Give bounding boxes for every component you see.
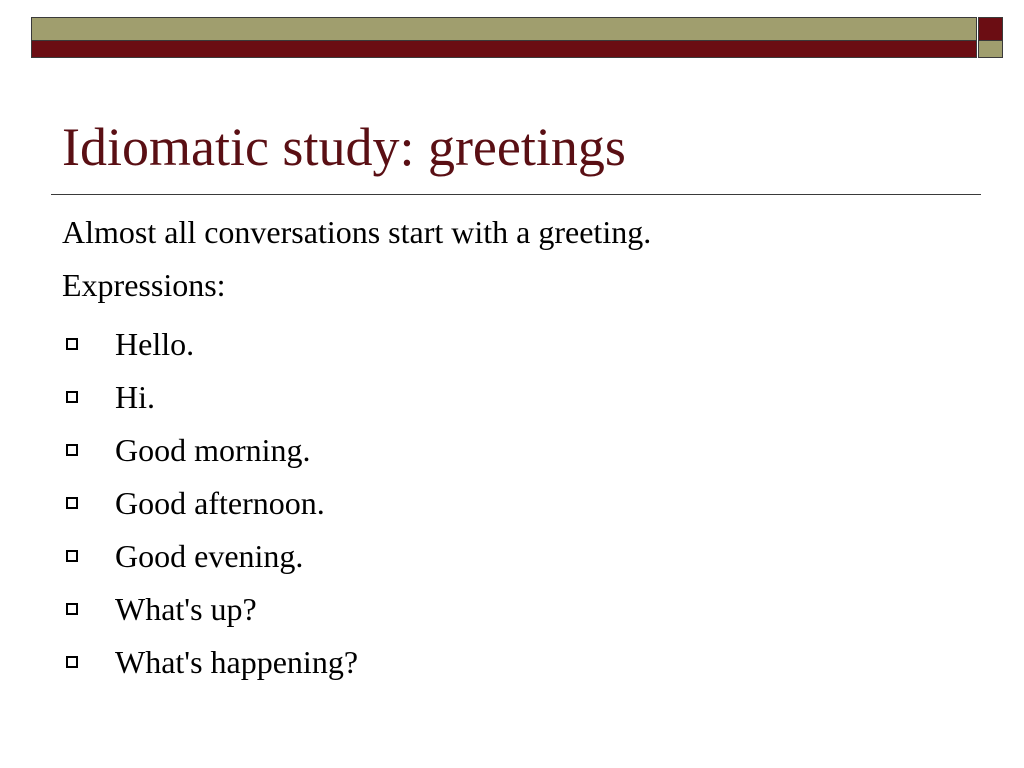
slide-title: Idiomatic study: greetings [62, 117, 626, 177]
hollow-square-bullet-icon [66, 444, 78, 456]
intro-text: Almost all conversations start with a greeting. [62, 214, 652, 250]
bullet-text: What's up? [115, 590, 257, 627]
bullet-text: Good morning. [115, 431, 311, 468]
header-band-olive [31, 17, 977, 41]
hollow-square-bullet-icon [66, 656, 78, 668]
header-band-maroon [31, 41, 977, 58]
list-item [62, 476, 358, 529]
hollow-square-bullet-icon [66, 391, 78, 403]
bullet-text: Hello. [115, 325, 195, 362]
list-item [62, 370, 358, 423]
expressions-list [62, 317, 358, 688]
hollow-square-bullet-icon [66, 338, 78, 350]
hollow-square-bullet-icon [66, 497, 78, 509]
bullet-text: Hi. [115, 378, 155, 415]
list-item [62, 423, 358, 476]
header-corner-olive [978, 41, 1003, 58]
subheading-text: Expressions: [62, 267, 226, 303]
bullet-text: What's happening? [115, 643, 359, 680]
list-item [62, 582, 358, 635]
list-item [62, 317, 358, 370]
list-item [62, 529, 358, 582]
header-corner-maroon [978, 17, 1003, 41]
title-divider [51, 194, 981, 195]
list-item [62, 635, 358, 688]
bullet-text: Good afternoon. [115, 484, 325, 521]
hollow-square-bullet-icon [66, 550, 78, 562]
hollow-square-bullet-icon [66, 603, 78, 615]
bullet-text: Good evening. [115, 537, 304, 574]
